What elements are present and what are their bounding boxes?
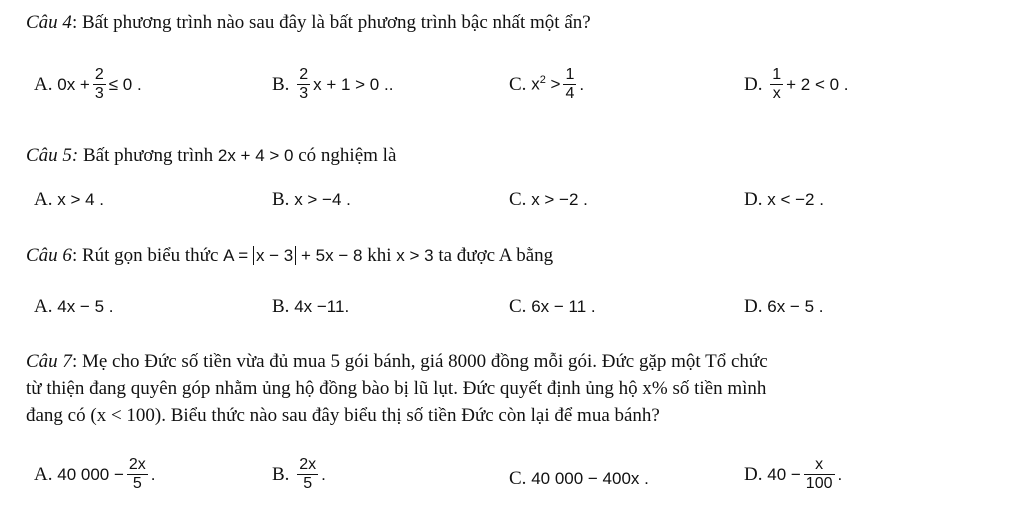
option-letter: B.	[272, 296, 290, 317]
fraction: $\frac{1}{4}$	[565, 66, 575, 102]
q5-option-b[interactable]: B. x > −4 .	[272, 189, 351, 210]
option-letter: D.	[744, 463, 763, 485]
q6-option-d[interactable]: D. 6x − 5 .	[744, 296, 824, 317]
expr-part: .	[579, 74, 585, 94]
option-letter: A.	[34, 463, 53, 485]
fraction: $\frac{2x}{5}$	[299, 456, 317, 492]
q6-option-a[interactable]: A. 4x − 5 .	[34, 296, 114, 317]
question-4-stem	[26, 12, 591, 34]
question-7-line-3: đang có (x < 100). Biểu thức nào sau đây biểu thị số tiền Đức còn lại để mua bánh?	[26, 405, 660, 426]
question-6-stem: Câu 6: Rút gọn biểu thức A = x − 3 + 5x − 8 khi x > 3 ta được A bằng	[26, 245, 554, 266]
fraction: $\frac{2}{3}$	[94, 66, 104, 102]
expr-part: x + 1 > 0 ..	[313, 74, 394, 94]
option-letter: C.	[509, 296, 527, 317]
question-4-text: : Bất phương trình nào sau đây là bất phương trình bậc nhất một ẩn?	[71, 12, 591, 33]
q5-option-c[interactable]: C. x > −2 .	[509, 189, 588, 210]
option-letter: B.	[272, 73, 290, 95]
q5-option-a[interactable]: A. x > 4 .	[34, 189, 105, 210]
q7-option-c[interactable]: C. 40 000 − 400x .	[509, 468, 649, 489]
fraction: $\frac{2x}{5}$	[128, 456, 146, 492]
q4-option-a[interactable]	[34, 66, 142, 103]
expression-a: A = x − 3 + 5x − 8	[223, 246, 363, 265]
option-letter: C.	[509, 468, 527, 489]
fraction: $\frac{1}{x}$	[772, 66, 782, 102]
question-6-label: Câu 6	[26, 245, 72, 266]
q4-option-d[interactable]	[744, 66, 849, 103]
question-5-stem: Câu 5: Bất phương trình 2x + 4 > 0 có nghiệm là	[26, 145, 397, 166]
q4-option-b[interactable]	[272, 66, 393, 103]
option-letter: B.	[272, 189, 290, 210]
fraction: $\frac{x}{100}$	[805, 456, 833, 492]
question-7-label: Câu 7	[26, 351, 72, 372]
question-7-line-2: từ thiện đang quyên góp nhằm ủng hộ đồng bào bị lũ lụt. Đức quyết định ủng hộ x% số tiền mình	[26, 378, 767, 399]
expr-part: ≤ 0 .	[108, 74, 142, 94]
q4-option-c[interactable]	[509, 66, 584, 103]
option-letter: D.	[744, 296, 763, 317]
q7-option-a[interactable]: A. 40 000 − $\frac{2x}{5}$ .	[34, 456, 156, 492]
option-letter: D.	[744, 189, 763, 210]
question-4-label: Câu 4	[26, 12, 72, 33]
option-letter: A.	[34, 296, 53, 317]
q7-option-d[interactable]: D. 40 − $\frac{x}{100}$ .	[744, 456, 843, 492]
option-letter: C.	[509, 189, 527, 210]
option-letter: D.	[744, 73, 763, 95]
expr-part: 0x +	[57, 74, 90, 94]
option-letter: A.	[34, 189, 53, 210]
expr-part: $x^2$ >	[531, 74, 561, 94]
question-7-stem: Câu 7: Mẹ cho Đức số tiền vừa đủ mua 5 gói bánh, giá 8000 đồng mỗi gói. Đức gặp một Tổ chức từ thiện đang quyên góp nhằm ủng hộ đồng bào bị lũ lụt. Đức quyết định ủng hộ x% số tiền mình đang có (x < 100). Biểu thức nào sau đây biểu thị số tiền Đức còn lại để mua bánh?	[26, 348, 1011, 429]
q6-option-b[interactable]: B. 4x −11.	[272, 296, 350, 317]
q6-option-c[interactable]: C. 6x − 11 .	[509, 296, 596, 317]
fraction: $\frac{2}{3}$	[299, 66, 309, 102]
expr-part: + 2 < 0 .	[786, 74, 849, 94]
option-letter: B.	[272, 463, 290, 485]
option-letter: C.	[509, 73, 527, 95]
q5-option-d[interactable]: D. x < −2 .	[744, 189, 824, 210]
option-letter: A.	[34, 73, 53, 95]
q7-option-b[interactable]: B. $\frac{2x}{5}$ .	[272, 456, 326, 492]
question-5-label: Câu 5:	[26, 145, 79, 166]
